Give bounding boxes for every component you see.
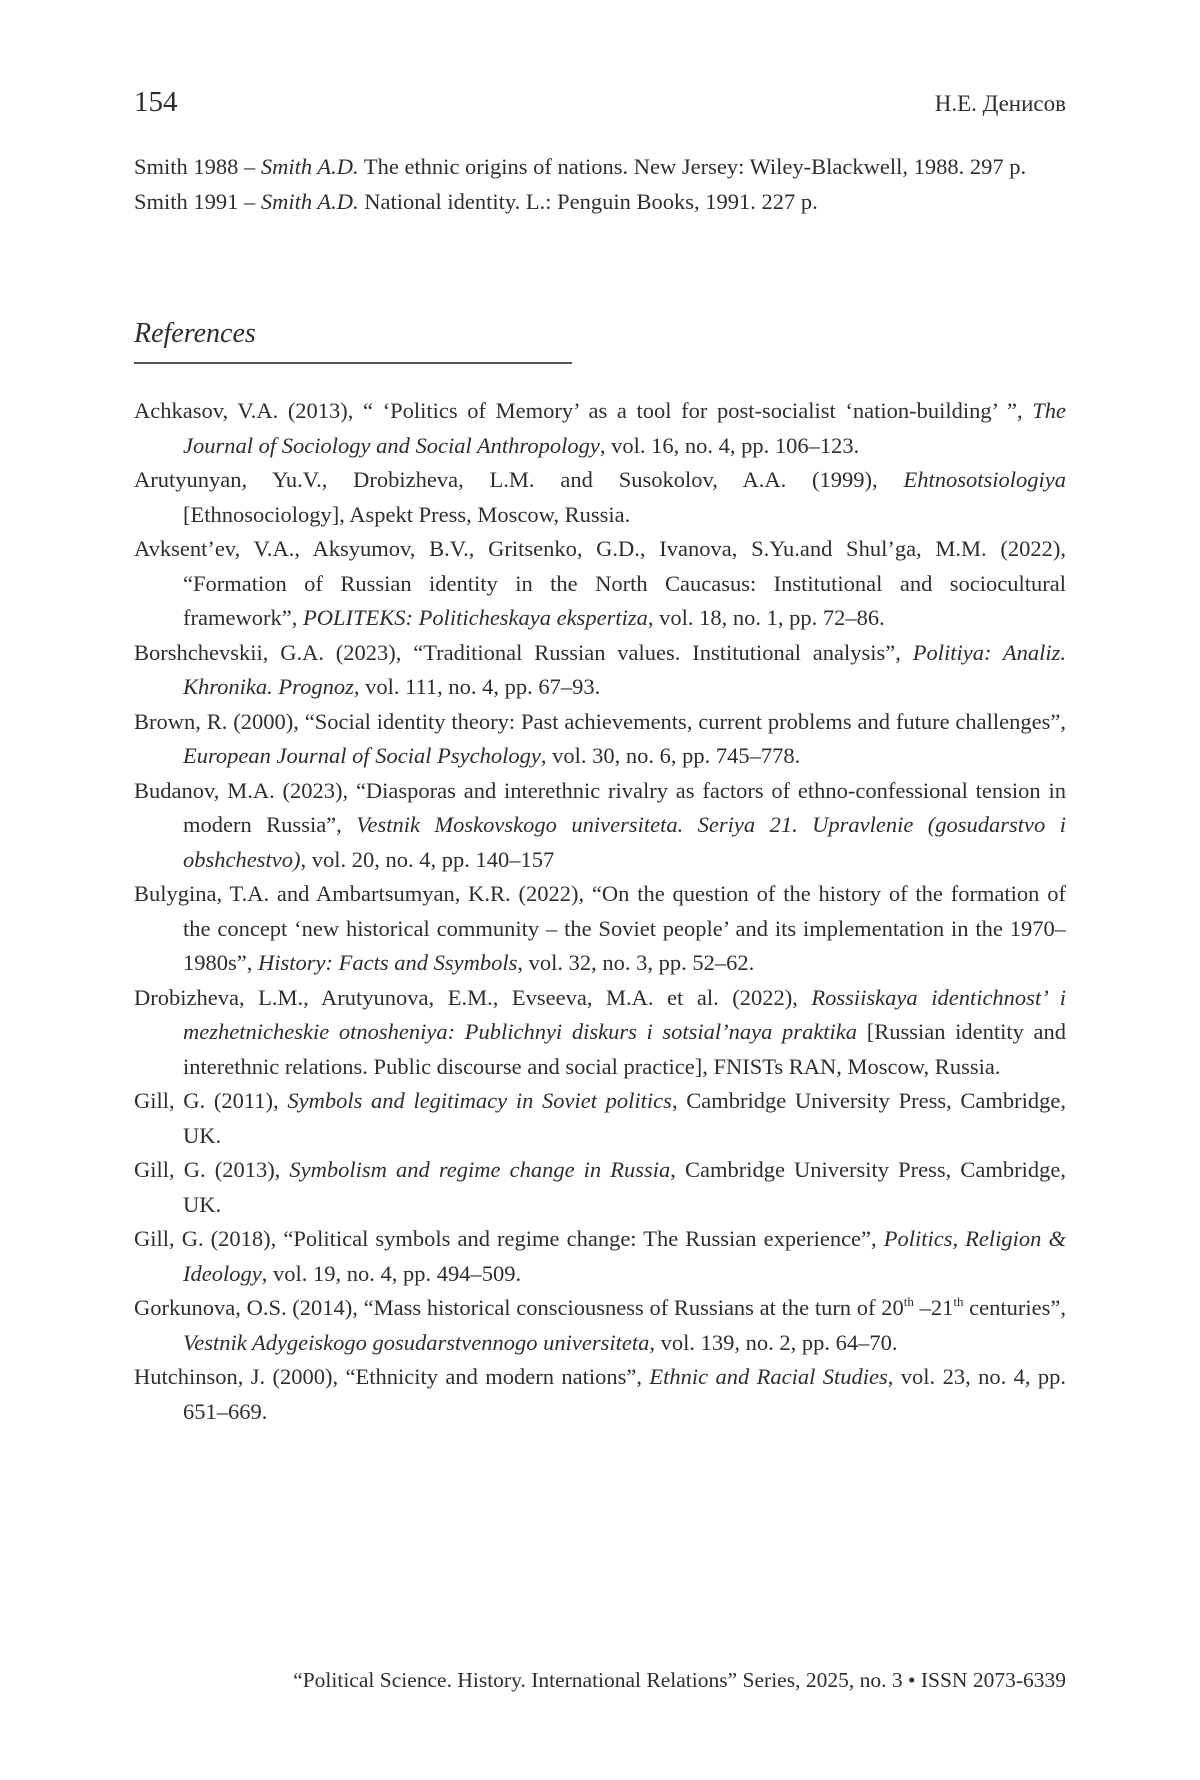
reference-text: Avksent’ev, V.A., Aksyumov, B.V., Gritsenko, G.D., Ivanova, S.Yu.and Shul’ga, M.M. (2022), “Formation of Russian identity in the North Caucasus: Institutional and sociocultural framework”, [134,536,1066,630]
reference-text: , vol. 19, no. 4, pp. 494–509. [261,1260,522,1286]
reference-entry [134,394,1066,463]
reference-text: , Cambridge University Press, Cambridge, UK. [183,1157,1066,1217]
reference-text: [Ethnosociology], Aspekt Press, Moscow, Russia. [183,501,631,527]
reference-text: , vol. 139, no. 2, pp. 64–70. [649,1329,898,1355]
reference-title-italic: Ethnic and Racial Studies [649,1364,888,1389]
reference-title-italic: Smith A.D. [260,188,359,214]
reference-text: Budanov, M.A. (2023), “Diasporas and interethnic rivalry as factors of ethno-confessional tension in modern Russia”, [134,777,1066,837]
reference-text: , vol. 30, no. 6, pp. 745–778. [540,743,801,768]
reference-text: , vol. 18, no. 1, pp. 72–86. [647,605,885,630]
reference-title-italic: The Journal of Sociology and Social Anthropology [183,398,1066,458]
reference-entry [134,150,1066,185]
reference-title-italic: POLITEKS: Politicheskaya ekspertiza [302,605,648,630]
reference-entry [134,1360,1066,1429]
reference-entry [134,636,1066,705]
reference-text: , Cambridge University Press, Cambridge, UK. [183,1088,1066,1148]
reference-title-italic: Politiya: Analiz. Khronika. Prognoz [183,639,1066,699]
reference-text: centuries”, [963,1295,1066,1320]
reference-text: Smith 1988 – [134,154,261,179]
reference-text: Borshchevskii, G.A. (2023), “Traditional Russian values. Institutional analysis”, [134,639,913,665]
reference-entry [134,774,1066,878]
reference-text: Hutchinson, J. (2000), “Ethnicity and modern nations”, [134,1364,650,1389]
references-heading-rule [134,362,572,364]
reference-entry [134,463,1066,532]
superscript: th [953,1294,964,1309]
reference-text: Arutyunyan, Yu.V., Drobizheva, L.M. and Susokolov, A.A. (1999), [134,467,904,492]
reference-title-italic: Vestnik Moskovskogo universiteta. Seriya 21. Upravlenie (gosudarstvo i obshchestvo) [183,812,1066,872]
reference-text: The ethnic origins of nations. New Jersey: Wiley-Blackwell, 1988. 297 p. [358,154,1027,179]
russian-reference-list-tail [134,150,1066,219]
reference-text: Bulygina, T.A. and Ambartsumyan, K.R. (2022), “On the question of the history of the formation of the concept ‘new historical community – the Soviet people’ and its implementation in the 1970–1980s”, [134,881,1066,975]
reference-text: [Russian identity and interethnic relations. Public discourse and social practice], FNISTs RAN, Moscow, Russia. [183,1019,1066,1079]
reference-title-italic: Symbols and legitimacy in Soviet politics [287,1088,672,1113]
reference-text: National identity. L.: Penguin Books, 1991. 227 p. [358,188,818,214]
page-footer: “Political Science. History. International Relations” Series, 2025, no. 3 • ISSN 2073-6339 [293,1668,1066,1692]
page-number: 154 [134,86,178,118]
reference-text: , vol. 23, no. 4, pp. 651–669. [183,1364,1066,1424]
reference-text: , vol. 111, no. 4, pp. 67–93. [353,674,601,699]
page-header [134,86,1066,120]
reference-text: –21 [913,1295,954,1320]
reference-text: Brown, R. (2000), “Social identity theory: Past achievements, current problems and future challenges”, [134,708,1066,734]
reference-title-italic: Symbolism and regime change in Russia [289,1157,671,1182]
reference-text: Gill, G. (2011), [134,1088,288,1113]
reference-entry [134,981,1066,1085]
reference-entry [134,1222,1066,1291]
reference-entry [134,1153,1066,1222]
references-heading: References [134,318,256,349]
reference-text: Gill, G. (2013), [134,1157,290,1182]
reference-title-italic: Rossiiskaya identichnost’ i mezhetnicheskie otnosheniya: Publichnyi diskurs i sotsial’naya praktika [183,984,1066,1044]
reference-title-italic: History: Facts and Ssymbols [258,950,518,975]
reference-title-italic: European Journal of Social Psychology [183,743,541,768]
reference-title-italic: Ehtnosotsiologiya [903,467,1066,492]
reference-title-italic: Politics, Religion & Ideology [183,1226,1066,1286]
reference-entry [134,877,1066,981]
reference-title-italic: Smith A.D. [260,154,359,179]
reference-entry [134,1084,1066,1153]
reference-text: , vol. 32, no. 3, pp. 52–62. [517,950,755,975]
superscript: th [903,1294,914,1309]
reference-entry [134,532,1066,636]
running-head-author: Н.Е. Денисов [934,91,1066,116]
reference-text: , vol. 16, no. 4, pp. 106–123. [599,432,860,458]
reference-title-italic: Vestnik Adygeiskogo gosudarstvennogo universiteta [183,1329,650,1355]
references-list [134,394,1066,1429]
reference-text: , vol. 20, no. 4, pp. 140–157 [300,846,555,872]
reference-text: Gill, G. (2018), “Political symbols and regime change: The Russian experience”, [134,1226,884,1251]
reference-entry [134,705,1066,774]
reference-text: Smith 1991 – [134,188,261,214]
reference-entry [134,185,1066,220]
reference-text: Drobizheva, L.M., Arutyunova, E.M., Evseeva, M.A. et al. (2022), [134,984,812,1010]
reference-text: Achkasov, V.A. (2013), “ ‘Politics of Memory’ as a tool for post-socialist ‘nation-building’ ”, [134,398,1033,423]
reference-entry [134,1291,1066,1360]
reference-text: Gorkunova, O.S. (2014), “Mass historical consciousness of Russians at the turn of 20 [134,1295,904,1320]
